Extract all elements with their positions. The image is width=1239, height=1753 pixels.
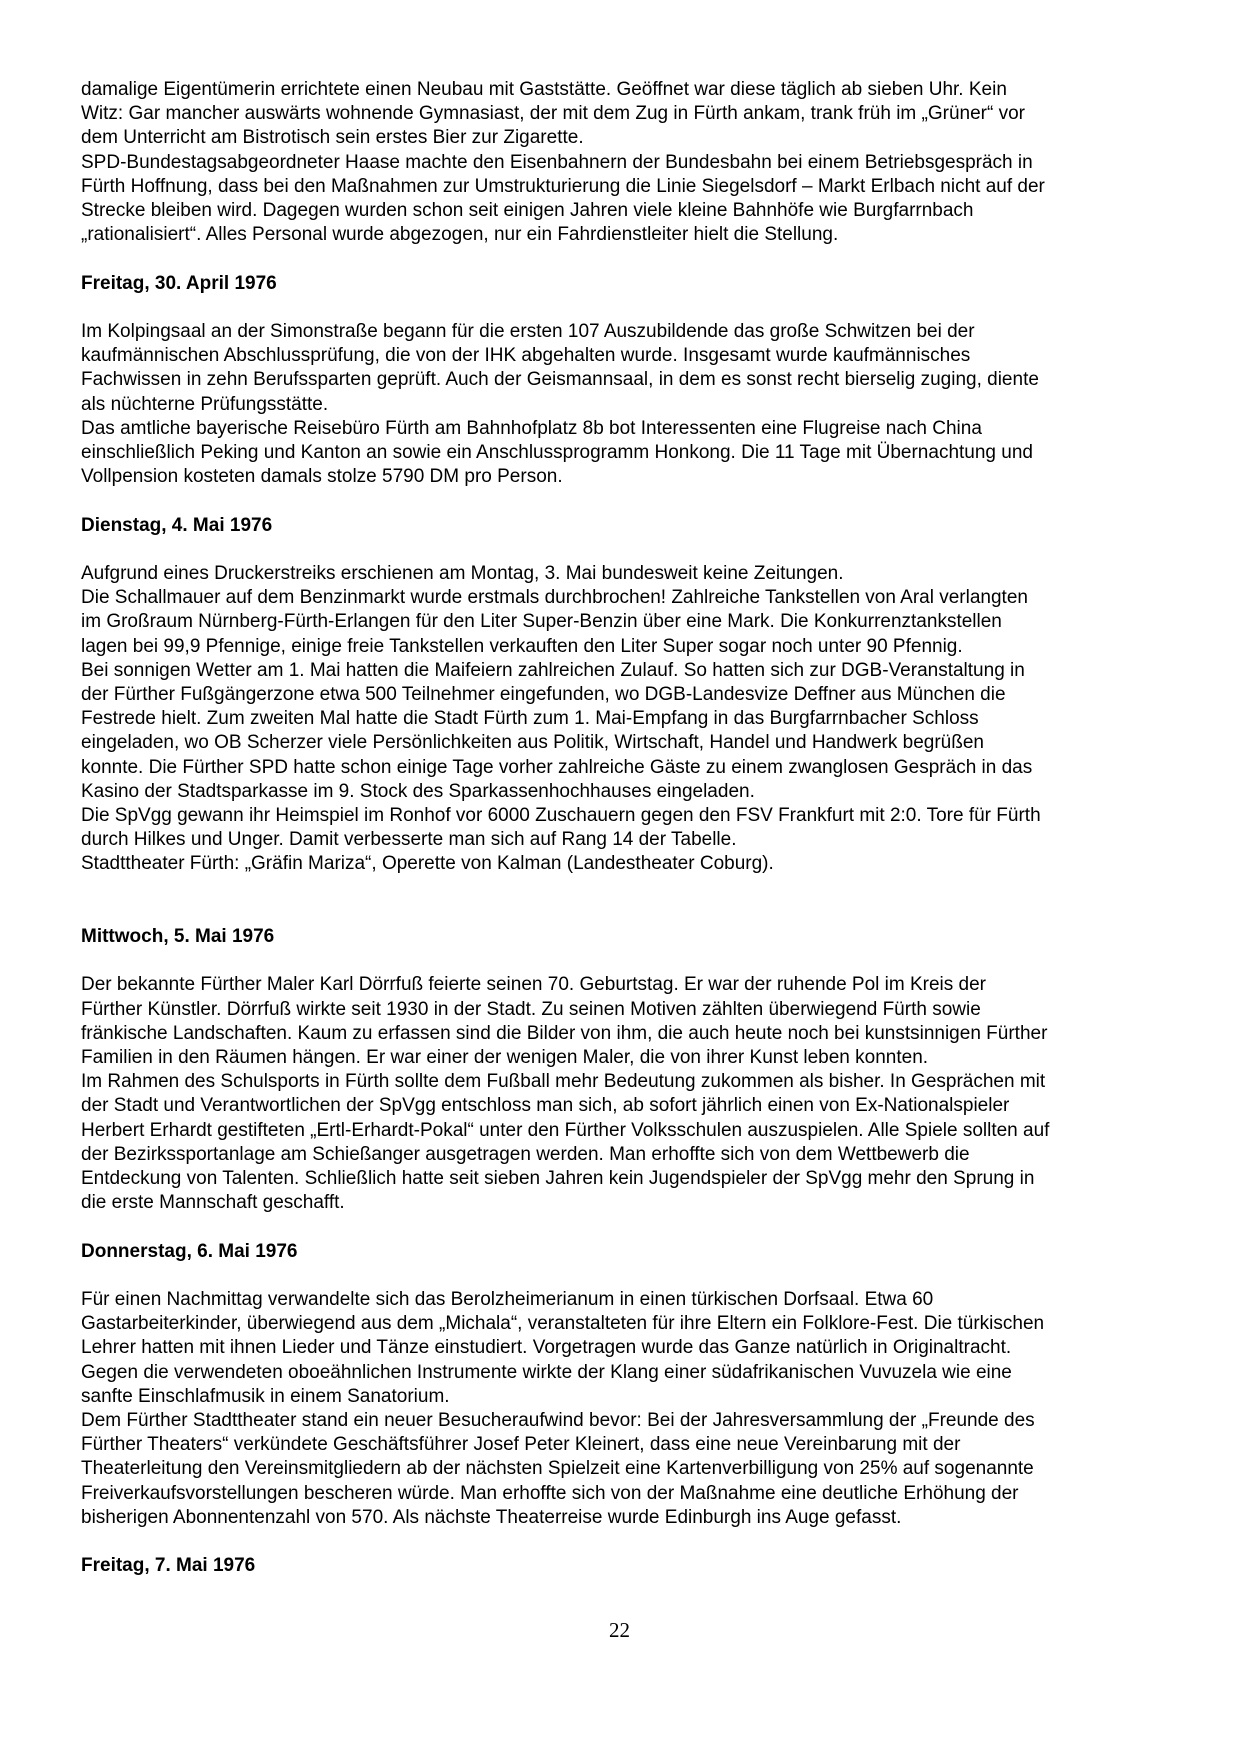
text-line: Bei sonnigen Wetter am 1. Mai hatten die Maifeiern zahlreichen Zulauf. So hatten sich zur DGB-Veranstaltung in <box>81 659 1025 681</box>
text-line: Lehrer hatten mit ihnen Lieder und Tänze einstudiert. Vorgetragen wurde das Ganze natürlich in Originaltracht. <box>81 1337 1012 1359</box>
text-line: Entdeckung von Talenten. Schließlich hatte seit sieben Jahren kein Jugendspieler der SpVgg mehr den Sprung in <box>81 1168 1035 1190</box>
text-line: Strecke bleiben wird. Dagegen wurden schon seit einigen Jahren viele kleine Bahnhöfe wie Burgfarrnbach <box>81 200 974 222</box>
text-line: der Bezirkssportanlage am Schießanger ausgetragen werden. Man erhoffte sich von dem Wettbewerb die <box>81 1143 970 1165</box>
text-line: Theaterleitung den Vereinsmitgliedern ab der nächsten Spielzeit eine Kartenverbilligung von 25% auf sogenannte <box>81 1458 1034 1480</box>
text-line: dem Unterricht am Bistrotisch sein erstes Bier zur Zigarette. <box>81 127 584 149</box>
text-line: kaufmännischen Abschlussprüfung, die von der IHK abgehalten wurde. Insgesamt wurde kaufmännisches <box>81 345 971 367</box>
paragraph <box>81 973 1161 1215</box>
text-line: die erste Mannschaft geschafft. <box>81 1192 345 1214</box>
text-line: Familien in den Räumen hängen. Er war einer der wenigen Maler, die von ihrer Kunst leben konnten. <box>81 1047 929 1069</box>
text-line: Festrede hielt. Zum zweiten Mal hatte die Stadt Fürth zum 1. Mai-Empfang in das Burgfarrnbacher Schloss <box>81 708 979 730</box>
text-line: Witz: Gar mancher auswärts wohnende Gymnasiast, der mit dem Zug in Fürth ankam, trank früh im „Grüner“ vor <box>81 103 1025 125</box>
document-body <box>81 78 1161 1603</box>
text-line: Herbert Erhardt gestifteten „Ertl-Erhardt-Pokal“ unter den Fürther Volksschulen auszuspielen. Alle Spiele sollten auf <box>81 1119 1050 1141</box>
text-line: Fachwissen in zehn Berufssparten geprüft. Auch der Geismannsaal, in dem es sonst recht bierselig zuging, diente <box>81 369 1039 391</box>
blank-line <box>81 877 1161 901</box>
text-line: der Stadt und Verantwortlichen der SpVgg entschloss man sich, ab sofort jährlich einen von Ex-Nationalspieler <box>81 1095 1010 1117</box>
page-number: 22 <box>609 1618 630 1642</box>
paragraph <box>81 1288 1161 1530</box>
text-line: Im Kolpingsaal an der Simonstraße begann für die ersten 107 Auszubildende das große Schwitzen bei der <box>81 321 975 342</box>
section-heading: Freitag, 7. Mai 1976 <box>81 1555 256 1577</box>
section-heading: Freitag, 30. April 1976 <box>81 272 277 294</box>
text-line: Fürth Hoffnung, dass bei den Maßnahmen zur Umstrukturierung die Linie Siegelsdorf – Markt Erlbach nicht auf der <box>81 175 1045 197</box>
text-line: Kasino der Stadtsparkasse im 9. Stock des Sparkassenhochhauses eingeladen. <box>81 780 755 802</box>
text-line: einschließlich Peking und Kanton an sowie ein Anschlussprogramm Honkong. Die 11 Tage mit Übernachtung und <box>81 442 1033 464</box>
text-line: sanfte Einschlafmusik in einem Sanatorium. <box>81 1385 450 1407</box>
text-line: Freiverkaufsvorstellungen bescheren würde. Man erhoffte sich von der Maßnahme eine deutliche Erhöhung der <box>81 1482 1019 1504</box>
text-line: durch Hilkes und Unger. Damit verbesserte man sich auf Rang 14 der Tabelle. <box>81 829 737 851</box>
text-line: „rationalisiert“. Alles Personal wurde abgezogen, nur ein Fahrdienstleiter hielt die Stellung. <box>81 224 839 246</box>
text-line: Die SpVgg gewann ihr Heimspiel im Ronhof vor 6000 Zuschauern gegen den FSV Frankfurt mit 2:0. Tore für Fürth <box>81 805 1041 827</box>
text-line: Gegen die verwendeten oboeähnlichen Instrumente wirkte der Klang einer südafrikanischen Vuvuzela wie eine <box>81 1361 1012 1383</box>
text-line: konnte. Die Fürther SPD hatte schon einige Tage vorher zahlreiche Gäste zu einem zwanglosen Gespräch in das <box>81 756 1033 778</box>
text-line: eingeladen, wo OB Scherzer viele Persönlichkeiten aus Politik, Wirtschaft, Handel und Handwerk begrüßen <box>81 732 984 754</box>
text-line: Dem Fürther Stadttheater stand ein neuer Besucheraufwind bevor: Bei der Jahresversammlung der „Freunde des <box>81 1410 1035 1432</box>
text-line: Das amtliche bayerische Reisebüro Fürth am Bahnhofplatz 8b bot Interessenten eine Flugreise nach China <box>81 417 982 439</box>
text-line: fränkische Landschaften. Kaum zu erfassen sind die Bilder von ihm, die auch heute noch bei kunstsinnigen Fürther <box>81 1022 1048 1044</box>
text-line: Der bekannte Fürther Maler Karl Dörrfuß feierte seinen 70. Geburtstag. Er war der ruhende Pol im Kreis der <box>81 974 987 996</box>
paragraph <box>81 78 1161 247</box>
text-line: der Fürther Fußgängerzone etwa 500 Teilnehmer eingefunden, wo DGB-Landesvize Deffner aus München die <box>81 684 1006 706</box>
section-heading: Dienstag, 4. Mai 1976 <box>81 514 273 536</box>
text-line: Fürther Theaters“ verkündete Geschäftsführer Josef Peter Kleinert, dass eine neue Vereinbarung mit der <box>81 1434 961 1456</box>
paragraph <box>81 562 1161 877</box>
text-line: im Großraum Nürnberg-Fürth-Erlangen für den Liter Super-Benzin über eine Mark. Die Konkurrenztankstellen <box>81 611 1002 633</box>
text-line: Aufgrund eines Druckerstreiks erschienen am Montag, 3. Mai bundesweit keine Zeitungen. <box>81 563 844 584</box>
paragraph <box>81 320 1161 489</box>
text-line: Vollpension kosteten damals stolze 5790 DM pro Person. <box>81 466 563 488</box>
text-line: Fürther Künstler. Dörrfuß wirkte seit 1930 in der Stadt. Zu seinen Motiven zählten überwiegend Fürth sowie <box>81 998 981 1020</box>
text-line: Für einen Nachmittag verwandelte sich das Berolzheimerianum in einen türkischen Dorfsaal. Etwa 60 <box>81 1289 934 1311</box>
text-line: Die Schallmauer auf dem Benzinmarkt wurde erstmals durchbrochen! Zahlreiche Tankstellen von Aral verlangten <box>81 587 1028 609</box>
text-line: lagen bei 99,9 Pfennige, einige freie Tankstellen verkauften den Liter Super sogar noch unter 90 Pfennig. <box>81 635 963 657</box>
section-heading: Donnerstag, 6. Mai 1976 <box>81 1240 298 1262</box>
text-line: bisherigen Abonnentenzahl von 570. Als nächste Theaterreise wurde Edinburgh ins Auge gefasst. <box>81 1506 902 1528</box>
text-line: Im Rahmen des Schulsports in Fürth sollte dem Fußball mehr Bedeutung zukommen als bisher. In Gesprächen mit <box>81 1071 1046 1093</box>
text-line: Stadttheater Fürth: „Gräfin Mariza“, Operette von Kalman (Landestheater Coburg). <box>81 853 774 875</box>
text-line: damalige Eigentümerin errichtete einen Neubau mit Gaststätte. Geöffnet war diese täglich ab sieben Uhr. Kein <box>81 79 1007 100</box>
section-heading: Mittwoch, 5. Mai 1976 <box>81 926 275 948</box>
text-line: SPD-Bundestagsabgeordneter Haase machte den Eisenbahnern der Bundesbahn bei einem Betriebsgespräch in <box>81 151 1033 173</box>
text-line: als nüchterne Prüfungsstätte. <box>81 393 329 415</box>
text-line: Gastarbeiterkinder, überwiegend aus dem „Michala“, veranstalteten für ihre Eltern ein Folklore-Fest. Die türkischen <box>81 1313 1045 1335</box>
